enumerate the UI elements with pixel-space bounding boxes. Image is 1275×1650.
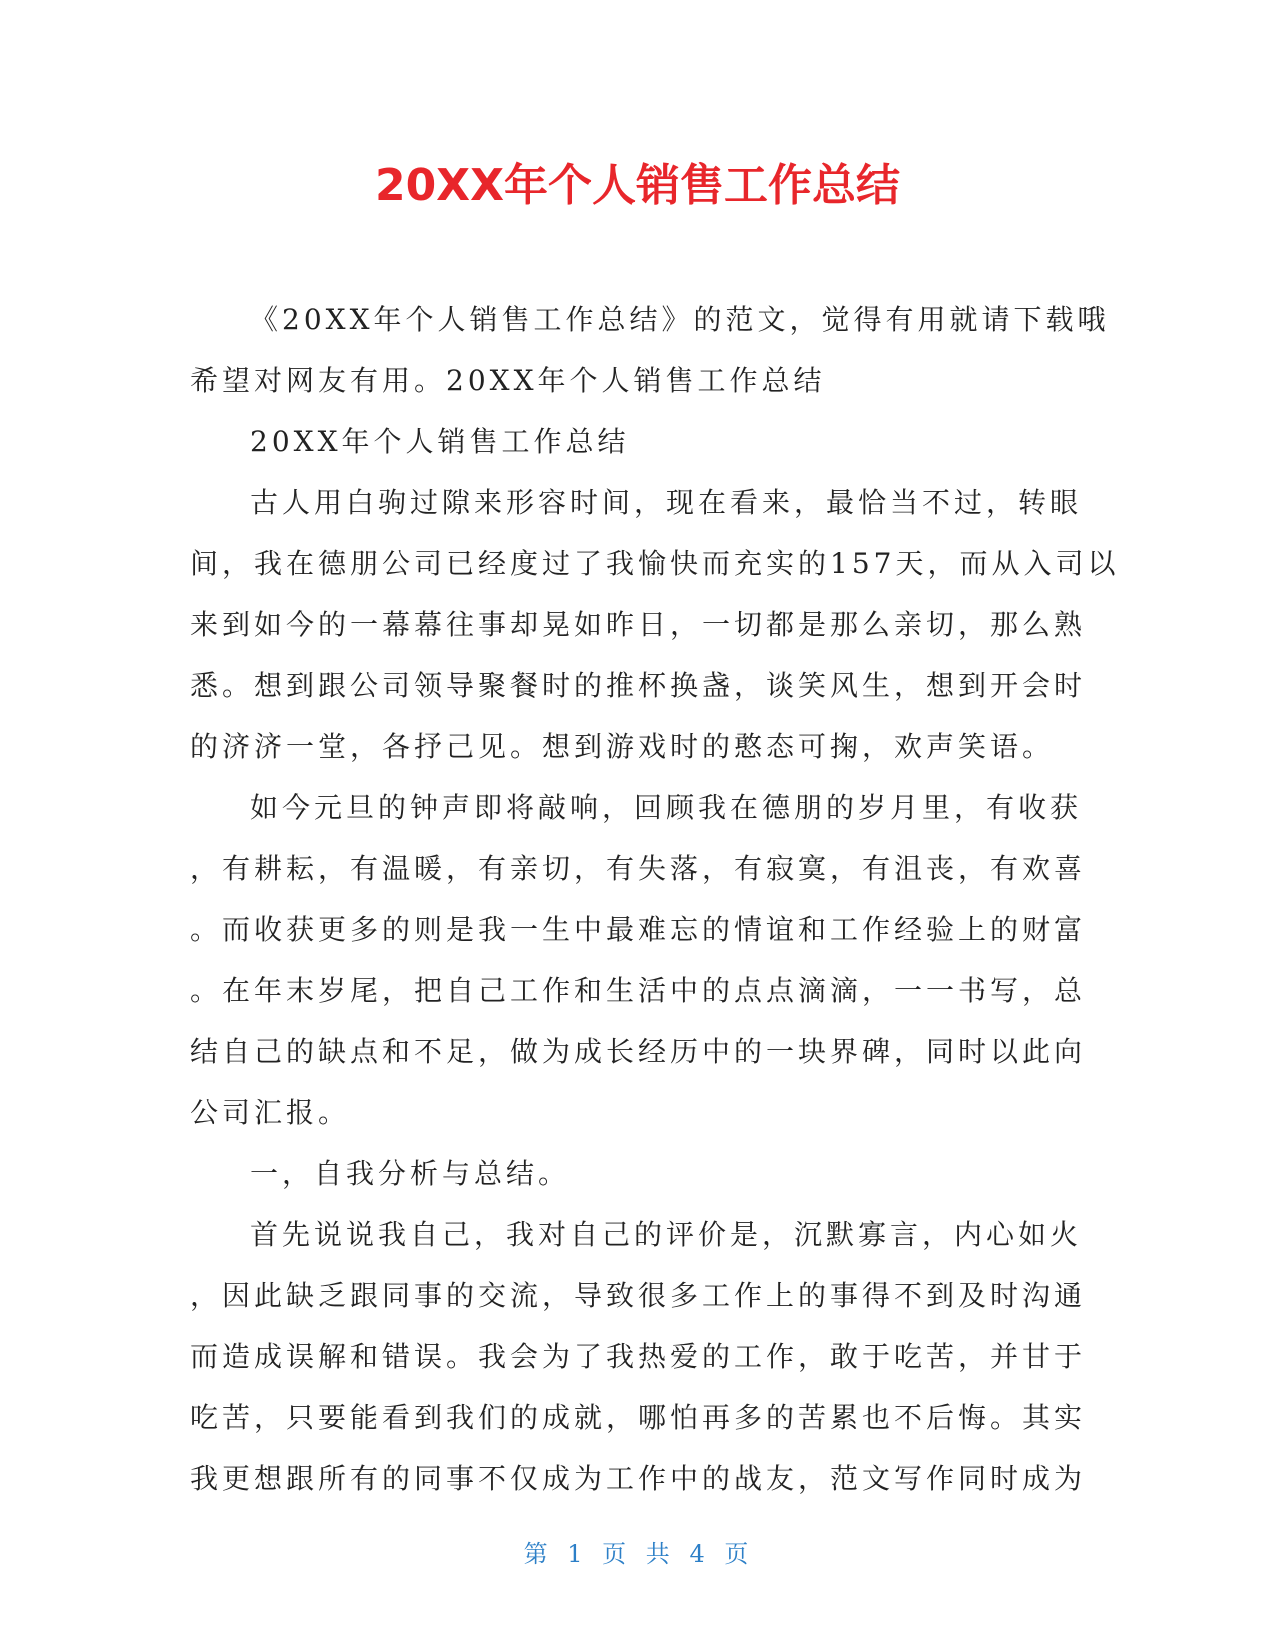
body-line: 公司汇报。 xyxy=(190,1096,351,1129)
body-line: 《20XX年个人销售工作总结》的范文，觉得有用就请下载哦 xyxy=(250,303,1110,336)
body-line: 一，自我分析与总结。 xyxy=(250,1157,571,1190)
body-line: 。在年末岁尾，把自己工作和生活中的点点滴滴，一一书写，总 xyxy=(190,974,1087,1007)
body-line: 首先说说我自己，我对自己的评价是，沉默寡言，内心如火 xyxy=(250,1218,1083,1251)
body-line: 结自己的缺点和不足，做为成长经历中的一块界碑，同时以此向 xyxy=(190,1035,1087,1068)
body-line: 希望对网友有用。20XX年个人销售工作总结 xyxy=(190,364,826,397)
body-line: 而造成误解和错误。我会为了我热爱的工作，敢于吃苦，并甘于 xyxy=(190,1340,1087,1373)
body-line: 如今元旦的钟声即将敲响，回顾我在德朋的岁月里，有收获 xyxy=(250,791,1083,824)
document-body xyxy=(190,289,1120,1509)
body-line: ，因此缺乏跟同事的交流，导致很多工作上的事得不到及时沟通 xyxy=(190,1279,1087,1312)
body-line: 我更想跟所有的同事不仅成为工作中的战友，范文写作同时成为 xyxy=(190,1462,1087,1495)
body-line: 。而收获更多的则是我一生中最难忘的情谊和工作经验上的财富 xyxy=(190,913,1087,946)
body-line: ，有耕耘，有温暖，有亲切，有失落，有寂寞，有沮丧，有欢喜 xyxy=(190,852,1087,885)
body-line: 来到如今的一幕幕往事却晃如昨日，一切都是那么亲切，那么熟 xyxy=(190,608,1087,641)
body-line: 吃苦，只要能看到我们的成就，哪怕再多的苦累也不后悔。其实 xyxy=(190,1401,1087,1434)
document-title: 20XX年个人销售工作总结 xyxy=(374,160,901,211)
body-line: 古人用白驹过隙来形容时间，现在看来，最恰当不过，转眼 xyxy=(250,486,1083,519)
page-footer: 第 1 页 共 4 页 xyxy=(523,1540,752,1568)
body-line: 的济济一堂，各抒己见。想到游戏时的憨态可掬，欢声笑语。 xyxy=(190,730,1055,763)
body-line: 间，我在德朋公司已经度过了我愉快而充实的157天，而从入司以 xyxy=(190,547,1120,580)
body-line: 20XX年个人销售工作总结 xyxy=(250,425,630,458)
body-line: 悉。想到跟公司领导聚餐时的推杯换盏，谈笑风生，想到开会时 xyxy=(190,669,1087,702)
